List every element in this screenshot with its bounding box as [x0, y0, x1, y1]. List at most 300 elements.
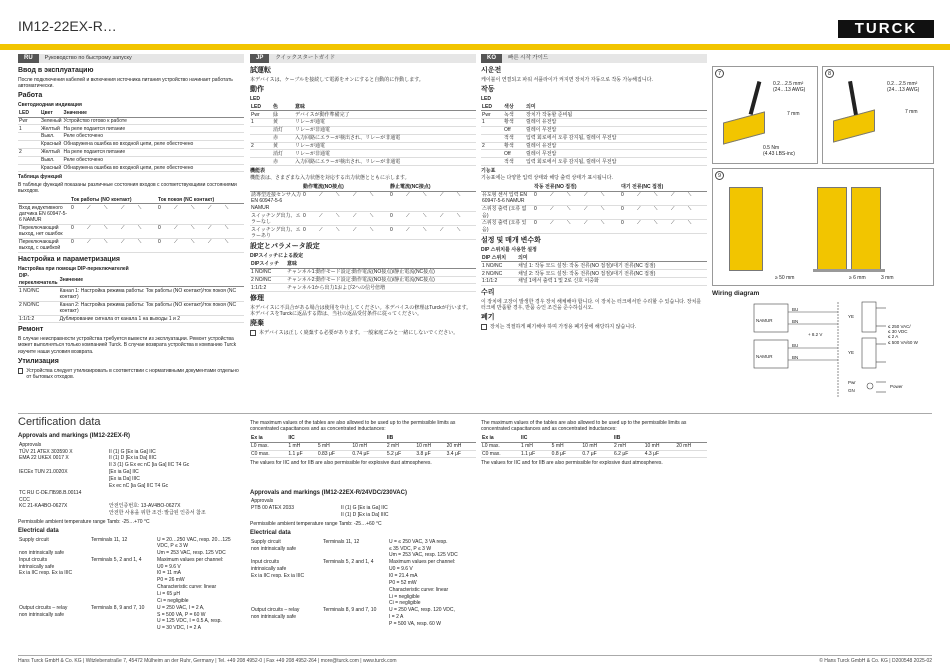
- column-header: [250, 184, 302, 192]
- table-cell: 황색: [503, 142, 525, 150]
- figure-number: 9: [715, 171, 724, 180]
- language-code: JP: [250, 54, 269, 63]
- table-cell: 20 mH: [675, 442, 707, 450]
- function-table: [18, 196, 244, 253]
- table-row: [18, 238, 244, 252]
- column-header: [481, 184, 533, 192]
- function-table-heading: 機能表: [250, 168, 266, 175]
- table-cell: C0 max.: [250, 450, 287, 458]
- column-header: 의미: [525, 103, 707, 111]
- table-row: [18, 156, 244, 164]
- led-table: [18, 109, 244, 172]
- table-row: [18, 618, 244, 625]
- table-row: [250, 442, 476, 450]
- column-header: IIC: [287, 435, 316, 443]
- table-cell: Um = 253 VAC, resp. 125 VDC: [157, 549, 226, 556]
- table-cell: 황색: [503, 119, 525, 127]
- table-row: [481, 126, 707, 134]
- table-cell: 적색: [503, 158, 525, 166]
- table-cell: 4.3 μF: [644, 450, 676, 458]
- table-cell: 채널 1에서 출력 1 및 2로 신호 이중화: [517, 278, 707, 286]
- table-row: [18, 204, 244, 224]
- table-cell: Обнаружена ошибка во входной цепи, реле обесточено: [62, 164, 244, 172]
- table-cell: 5.2 μF: [386, 450, 415, 458]
- pwr-label: Pwr: [848, 380, 856, 385]
- table-cell: [90, 563, 156, 570]
- table-row: [250, 212, 476, 226]
- table-cell: 0.83 μF: [317, 450, 352, 458]
- table-cell: [18, 618, 90, 625]
- table-cell: [108, 489, 244, 496]
- table-cell: intrinsically safe: [19, 563, 55, 570]
- repair-text: 本デバイスに不具合がある場合は使用を中止してください。本デバイスの修理はTurckが行います。本デバイスをTurckに返品する際は、当社の返品受付条件に従ってください。: [250, 304, 472, 318]
- row-label: 스위칭 출력 (오류 없음): [481, 206, 533, 220]
- table-header-row: [250, 103, 476, 111]
- table-cell: Реле обесточено: [62, 133, 244, 141]
- table-cell: Maximum values per channel:: [157, 556, 224, 563]
- table-cell: [250, 158, 272, 166]
- table-cell: 赤: [272, 158, 294, 166]
- function-table-text: 기능표에는 다양한 입력 상태와 해당 출력 상태가 표시됩니다.: [481, 175, 613, 182]
- table-header-row: [481, 184, 707, 192]
- table-cell: Канал 1: Настройка режима работы: Ток работы (NO контакт)/ток покоя (NC контакт): [59, 287, 244, 301]
- table-cell: L0 max.: [250, 442, 287, 450]
- table-row: [18, 133, 244, 141]
- table-row: [481, 450, 707, 458]
- table-row: [250, 614, 476, 621]
- table-cell: [675, 450, 707, 458]
- table-cell: U = 125 VDC, I = 0.5 A, resp.: [157, 618, 222, 625]
- ye-label-2: YE: [848, 350, 855, 355]
- table-cell: [322, 545, 388, 552]
- table-cell: 1.1 μF: [287, 450, 316, 458]
- switching-symbols: 0 ⟋ ⟍ ⟋ ⟍: [302, 191, 389, 211]
- table-row: [250, 134, 476, 142]
- table-cell: Supply circuit: [19, 536, 49, 543]
- table-cell: U0 = 9.6 V: [389, 566, 413, 573]
- function-table-heading: Таблица функций: [18, 174, 63, 181]
- certification-column-3: [481, 420, 707, 652]
- repair-heading: Ремонт: [18, 326, 44, 334]
- table-cell: II (1) D [Ex ia Da] IIIC: [341, 512, 389, 519]
- table-cell: KC 21-KA4BO-0627X: [19, 503, 68, 510]
- max-values-note: The maximum values of the tables are also allowed to be used up to the permissible limits as concentrated capacitances and as concentrated inductances:: [250, 420, 456, 433]
- commissioning-text: После подключения кабелей и включения источника питания устройство начинает работать автоматически.: [18, 76, 233, 89]
- table-row: [250, 580, 476, 587]
- table-cell: 1 NO/NC: [481, 262, 517, 270]
- table-cell: 릴레이 무전압: [525, 126, 707, 134]
- table-cell: 1 NO/NC: [250, 268, 286, 276]
- rating-power: ≤ 500 VA/60 W: [888, 339, 918, 345]
- table-cell: [18, 591, 90, 598]
- table-row: [250, 566, 476, 573]
- bn-label-1: BN: [792, 319, 799, 324]
- table-cell: Обнаружена ошибка во входной цепи, реле обесточено: [62, 141, 244, 149]
- table-row: [250, 284, 476, 292]
- table-cell: [322, 621, 388, 628]
- table-row: [250, 276, 476, 284]
- max-values-note-2: The maximum values of the tables are also allowed to be used up to the permissible limits as concentrated capacitances and as concentrated inductances:: [481, 420, 687, 433]
- table-cell: リレーが通電: [294, 119, 476, 127]
- table-row: [18, 442, 244, 449]
- table-cell: [250, 621, 322, 628]
- language-bar: [18, 54, 244, 63]
- strip-length: 7 mm: [787, 111, 800, 117]
- table-cell: 릴레이 유전압: [525, 142, 707, 150]
- table-cell: 장치가 작동할 준비됨: [525, 111, 707, 119]
- column-header: [351, 435, 386, 443]
- table-cell: U = ≤ 250 VAC, 3 VA resp.: [389, 538, 448, 545]
- table-cell: TC RU C-DE.ПБ98.B.00114: [19, 489, 82, 496]
- disposal-text: 本デバイスは正しく廃棄する必要があります。一般家庭ごみと一緒にしないでください。: [259, 330, 459, 337]
- language-title: クイックスタートガイド: [275, 55, 336, 62]
- table-cell: [18, 584, 90, 591]
- table-row: [250, 512, 476, 519]
- table-header-row: [18, 109, 244, 117]
- column-header: LED: [481, 103, 503, 111]
- table-cell: 入力回路にエラーが検出され、リレーが非通電: [294, 134, 476, 142]
- table-cell: U = 250 VAC, resp. 120 VDC,: [389, 607, 455, 614]
- table-row: [18, 556, 244, 563]
- table-row: [250, 621, 476, 628]
- table-cell: [108, 442, 244, 449]
- ambient-temperature-2: Permissible ambient temperature range Tamb: -25…+60 °C: [250, 520, 382, 527]
- table-cell: [90, 618, 156, 625]
- table-cell: 10 mH: [581, 442, 613, 450]
- table-cell: 20 mH: [446, 442, 476, 450]
- table-cell: Ex ec nC [ia Ga] IIC T4 Gc: [109, 482, 169, 489]
- switching-symbols: 0 ⟋ ⟍ ⟋ ⟍: [302, 226, 389, 240]
- table-cell: U = 250 VAC, I = 2 A,: [157, 604, 205, 611]
- table-cell: [322, 566, 388, 573]
- table-cell: U = 20…250 VAC, resp. 20…125 VDC, P ≤ 3 W: [157, 536, 231, 550]
- table-cell: 2: [18, 148, 40, 156]
- table-header-row: [18, 196, 244, 204]
- table-row: [18, 563, 244, 570]
- table-cell: Terminals 8, 9 and 7, 10: [323, 607, 377, 614]
- table-cell: [Ex ia Ga] IIC: [109, 469, 139, 476]
- table-cell: Выкл.: [40, 156, 62, 164]
- table-cell: [250, 552, 322, 559]
- table-cell: 0.74 μF: [351, 450, 386, 458]
- table-cell: 緑: [272, 111, 294, 119]
- power-label: Power: [890, 384, 903, 389]
- table-cell: U0 = 9.6 V: [157, 563, 181, 570]
- table-header-row: [18, 273, 244, 287]
- figure-7-wiring-terminal: [712, 66, 818, 164]
- table-cell: Pwr: [250, 111, 272, 119]
- table-cell: [90, 598, 156, 605]
- table-cell: リレーが非通電: [294, 150, 476, 158]
- switching-symbols: 0 ⟋ ⟍ ⟋ ⟍: [157, 204, 244, 224]
- disposal-note: [250, 330, 476, 338]
- table-cell: [250, 134, 272, 142]
- table-row: [481, 150, 707, 158]
- column-header: Ток работы (NO контакт): [70, 196, 157, 204]
- table-cell: I0 = 21.4 mA: [389, 572, 418, 579]
- table-row: [18, 550, 244, 557]
- table-cell: EMA 22 UKEX 0017 X: [19, 455, 69, 462]
- table-cell: 10 mH: [351, 442, 386, 450]
- table-row: [481, 158, 707, 166]
- table-cell: 릴레이 무전압: [525, 150, 707, 158]
- row-label: Переключающий выход, нет ошибок: [18, 224, 70, 238]
- table-header-row: [250, 435, 476, 443]
- commissioning-heading: Ввод в эксплуатацию: [18, 67, 94, 74]
- gn-label: GN: [848, 388, 855, 393]
- column-header: [18, 196, 70, 204]
- table-cell: [18, 577, 90, 584]
- table-row: [18, 448, 244, 455]
- table-cell: Input circuits: [251, 559, 280, 566]
- disposal-text: 장치는 적절하게 폐기해야 하며 가정용 폐기물에 해당하지 않습니다.: [490, 323, 637, 330]
- table-cell: Input circuits: [19, 556, 48, 563]
- repair-heading: 수리: [481, 288, 495, 296]
- rating-dc: ≤ 30 VDC: [888, 329, 908, 335]
- table-header-row: [481, 254, 707, 262]
- column-ko: [481, 54, 707, 409]
- table-cell: Approvals: [19, 441, 42, 448]
- table-cell: [322, 614, 388, 621]
- row-label: 誘導型近接センサ入力 EN 60947-5-6 NAMUR: [251, 192, 302, 211]
- table-cell: [90, 625, 156, 632]
- table-cell: 릴레이 유전압: [525, 119, 707, 127]
- column-header: 静止電流(NC接点): [389, 184, 476, 192]
- table-cell: [18, 476, 108, 483]
- table-cell: 1:1/1:2: [18, 315, 59, 323]
- table-cell: 1 mH: [287, 442, 316, 450]
- rating-ac: ≤ 250 VAC/: [888, 324, 911, 329]
- commissioning-heading: 시운전: [481, 67, 502, 74]
- header-accent-bar: [0, 44, 950, 50]
- dip-switch-table: [250, 260, 476, 292]
- table-cell: Li = 65 μH: [157, 590, 181, 597]
- table-cell: [18, 462, 108, 469]
- function-table: [481, 184, 707, 235]
- table-cell: 5 mH: [317, 442, 352, 450]
- footer-address: Hans Turck GmbH & Co. KG | Witzlebenstraße 7, 45472 Mülheim an der Ruhr, Germany | Tel. +49 208 4952-0 | Fax +49 208 4952-264 | more@turck.com | www.turck.com: [18, 658, 397, 664]
- table-cell: Ex ia IIC resp. Ex ia IIIC: [19, 570, 73, 577]
- table-cell: [18, 625, 90, 632]
- approvals-heading-2: Approvals and markings (IM12-22EX-R/24VDC/230VAC): [250, 489, 407, 496]
- table-cell: Ci = negligible: [389, 600, 421, 607]
- commissioning-heading: 試運転: [250, 67, 271, 74]
- switching-symbols: 0 ⟋ ⟍ ⟋ ⟍: [389, 191, 476, 211]
- table-cell: L0 max.: [481, 442, 520, 450]
- column-header: 意味: [294, 103, 476, 111]
- table-cell: PTB 00 ATEX 2033: [251, 505, 294, 512]
- repair-text: 이 장치에 고장이 발생한 경우 장치 해체해야 합니다. 이 장치는 터크에서만 수리할 수 있습니다. 장치를 터크에 반품할 경우, 반품 승인 조건을 준수하십시오.: [481, 298, 702, 311]
- table-row: [18, 455, 244, 462]
- table-row: [250, 150, 476, 158]
- table-row: [250, 559, 476, 566]
- table-row: [481, 206, 707, 220]
- table-cell: 入力回路にエラーが検出され、リレーが非通電: [294, 158, 476, 166]
- switching-symbols: 0 ⟋ ⟍ ⟋ ⟍: [70, 238, 157, 252]
- table-row: [250, 142, 476, 150]
- table-cell: 3.8 μF: [415, 450, 445, 458]
- device-illustration: [851, 187, 881, 271]
- column-ru: [18, 54, 244, 409]
- waste-bin-icon: [250, 330, 256, 336]
- table-cell: 1 NO/NC: [18, 287, 59, 301]
- table-cell: [250, 580, 322, 587]
- column-header: Ток покоя (NC контакт): [157, 196, 244, 204]
- row-label: スイッチング出力、エラーあり: [251, 226, 301, 239]
- table-cell: II (1) G [Ex ia Ga] IIC: [109, 448, 156, 455]
- function-table-heading: 기능표: [481, 168, 496, 175]
- column-jp: [250, 54, 476, 409]
- column-header: DIPスイッチ: [250, 260, 286, 268]
- table-cell: S = 500 VA, P = 60 W: [157, 611, 206, 618]
- column-header: Значение: [59, 273, 244, 287]
- settings-heading: 설정 및 매개 변수화: [481, 237, 541, 245]
- table-cell: P0 = 26 mW: [157, 577, 185, 584]
- led-heading: LED: [481, 95, 491, 102]
- table-cell: [481, 126, 503, 134]
- bn-label-2: BN: [792, 355, 799, 360]
- table-cell: [250, 512, 340, 519]
- screwdriver-icon: [848, 81, 858, 115]
- table-cell: [90, 611, 156, 618]
- table-cell: Um = 253 VAC, resp. 125 VDC: [389, 552, 458, 559]
- table-cell: На реле подается питание: [62, 125, 244, 133]
- device-illustration: [723, 111, 765, 144]
- figure-9-mounting-distances: [712, 168, 934, 286]
- table-cell: [250, 150, 272, 158]
- table-cell: [18, 510, 108, 517]
- table-row: [18, 510, 244, 517]
- table-row: [481, 134, 707, 142]
- table-row: [481, 119, 707, 127]
- data-table: [250, 498, 476, 519]
- language-code: RU: [18, 54, 39, 63]
- switching-symbols: 0 ⟋ ⟍ ⟋ ⟍: [620, 191, 707, 205]
- table-cell: [340, 498, 476, 505]
- function-table-text: 機能表は、さまざまな入力状態を対応する出力状態とともに示します。: [250, 175, 410, 182]
- table-cell: 입력 회로에서 오류 감지됨, 릴레이 무전압: [525, 134, 707, 142]
- table-cell: [322, 580, 388, 587]
- table-header-row: [250, 184, 476, 192]
- ambient-temperature: Permissible ambient temperature range Tamb: -25…+70 °C: [18, 518, 150, 525]
- wire-spec: 0.2…2.5 mm²: [773, 81, 804, 87]
- disposal-heading: 廃棄: [250, 320, 264, 328]
- table-row: [18, 301, 244, 315]
- device-illustration: [817, 187, 847, 271]
- screwdriver-icon: [749, 81, 762, 115]
- disposal-heading: Утилизация: [18, 357, 59, 365]
- switching-symbols: 0 ⟋ ⟍ ⟋ ⟍: [533, 191, 620, 205]
- disposal-note: [481, 324, 707, 332]
- table-row: [250, 600, 476, 607]
- wiring-diagram-graphic: [712, 298, 936, 406]
- table-row: [18, 625, 244, 632]
- settings-heading: 設定とパラメータ設定: [250, 243, 320, 251]
- bu-label-2: BU: [792, 343, 799, 348]
- disposal-text: Устройства следует утилизировать в соответствии с нормативными документами отдельно от бытовых отходов.: [26, 367, 239, 380]
- switching-symbols: 0 ⟋ ⟍ ⟋ ⟍: [389, 226, 476, 240]
- table-cell: Maximum values per channel:: [389, 559, 456, 566]
- table-row: [18, 489, 244, 496]
- table-cell: Characteristic curve: linear: [389, 586, 449, 593]
- table-row: [481, 270, 707, 278]
- table-cell: ≤ 35 VDC, P ≤ 3 W: [389, 545, 432, 552]
- table-row: [18, 164, 244, 172]
- language-code: KO: [481, 54, 502, 63]
- table-cell: 1: [481, 119, 503, 127]
- table-cell: Li = negligible: [389, 593, 420, 600]
- led-table: [250, 103, 476, 166]
- repair-text: В случае неисправности устройства требуется вывести из эксплуатации. Ремонт устройства может выполняться только компанией Turck. В случае возврата устройства в компанию Turck изучите наши условия возврата.: [18, 336, 237, 355]
- table-cell: 消灯: [272, 126, 294, 134]
- table-cell: [322, 573, 388, 580]
- table-cell: C0 max.: [481, 450, 520, 458]
- table-cell: 1: [18, 125, 40, 133]
- table-row: [18, 591, 244, 598]
- table-row: [481, 142, 707, 150]
- function-table: [250, 184, 476, 241]
- waste-bin-icon: [481, 324, 487, 330]
- column-header: LED: [18, 109, 40, 117]
- electrical-data-heading-2: Electrical data: [250, 529, 291, 536]
- table-cell: 1:1/1:2: [250, 284, 286, 292]
- table-cell: P0 = 52 mW: [389, 579, 417, 586]
- table-cell: non intrinsically safe: [251, 614, 297, 621]
- function-table-text: В таблице функций показаны различные состояния входов с соответствующими состояниями выходов.: [18, 181, 237, 194]
- table-cell: 黄: [272, 119, 294, 127]
- relay-2: [862, 338, 876, 368]
- table-cell: 안전한 사용을 위한 조건: 발급된 인증서 참조: [109, 510, 206, 517]
- table-cell: 消灯: [272, 150, 294, 158]
- footer-copyright: © Hans Turck GmbH & Co. KG | D200548 2025-02: [819, 658, 932, 664]
- table-cell: [322, 552, 388, 559]
- table-row: [481, 111, 707, 119]
- document-title: IM12-22EX-R…: [18, 18, 117, 34]
- table-cell: Pwr: [18, 117, 40, 125]
- repair-heading: 修理: [250, 295, 264, 303]
- table-cell: [18, 164, 40, 172]
- operation-heading: 작동: [481, 86, 495, 93]
- figure-number: 7: [715, 69, 724, 78]
- table-cell: Красный: [41, 164, 62, 171]
- wire-awg: (24…13 AWG): [887, 87, 920, 93]
- dust-note: The values for IIC and for IIB are also permissible for explosive dust atmospheres.: [250, 460, 432, 467]
- supply-voltage: + 8.2 V: [808, 332, 823, 337]
- waste-bin-icon: [18, 368, 23, 374]
- table-cell: 입력 회로에서 오류 감지됨, 릴레이 무전압: [525, 158, 707, 166]
- figure-number: 8: [825, 69, 834, 78]
- table-row: [250, 607, 476, 614]
- column-header: IIB: [613, 435, 644, 443]
- table-cell: 1 mH: [520, 442, 551, 450]
- table-cell: II (1) G [Ex ia Ga] IIC: [341, 505, 388, 512]
- table-row: [18, 584, 244, 591]
- row-label: 유도형 센서 입력 EN 60947-5-6 NAMUR: [481, 191, 533, 205]
- column-header: 動作電流(NO接点): [302, 184, 389, 192]
- dip-switch-heading: DIPスイッチによる設定: [250, 253, 304, 260]
- table-cell: [90, 570, 156, 577]
- column-header: IIB: [386, 435, 415, 443]
- table-row: [18, 462, 244, 469]
- table-cell: Желтый: [40, 125, 62, 133]
- table-cell: [18, 156, 40, 164]
- column-header: 색상: [503, 103, 525, 111]
- switching-symbols: 0 ⟋ ⟍ ⟋ ⟍: [389, 212, 476, 226]
- power-led: [867, 383, 873, 389]
- spacer: [250, 469, 476, 487]
- table-row: [18, 148, 244, 156]
- table-cell: U = 30 VDC, I = 2 A: [157, 625, 201, 632]
